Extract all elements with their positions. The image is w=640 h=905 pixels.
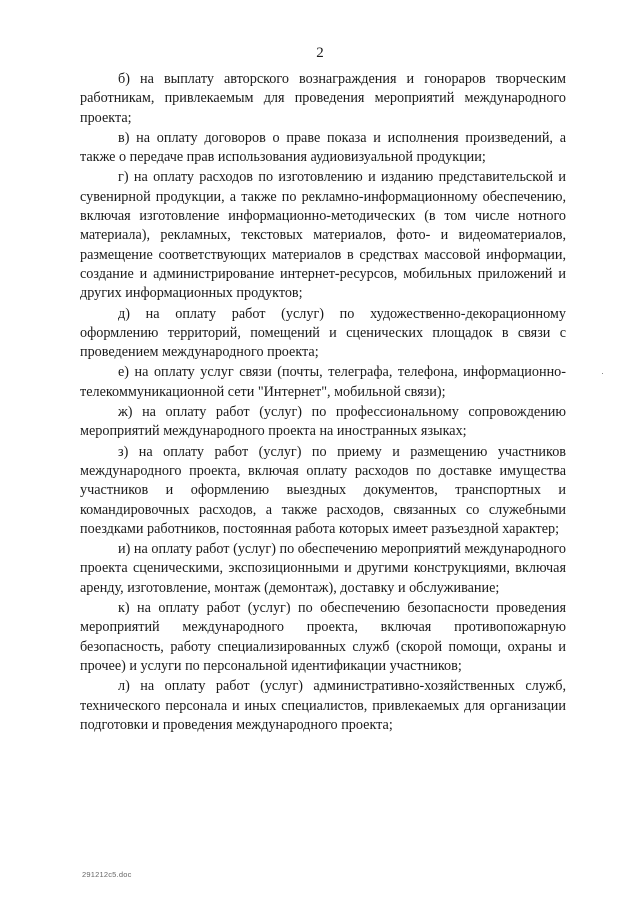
paragraph-z: з) на оплату работ (услуг) по приему и размещению участников международного проекта, включая оплату расходов по доставке имущества участников и оформлению выездных документов, транспортных и командировочных расходов, а также расходов, связанных со служебными поездками работников, постоянная работа которых имеет разъездной характер; — [80, 443, 566, 537]
scan-speck — [602, 373, 603, 374]
paragraph-v: в) на оплату договоров о праве показа и исполнения произведений, а также о передаче прав использования аудиовизуальной продукции; — [80, 129, 566, 166]
paragraph-i: и) на оплату работ (услуг) по обеспечению мероприятий международного проекта сценическими, экспозиционными и другими конструкциями, включая аренду, изготовление, монтаж (демонтаж), доставку и обслуживание; — [80, 541, 566, 596]
paragraph-g: г) на оплату расходов по изготовлению и изданию представительской и сувенирной продукции, а также по рекламно-информационному обеспечению, включая изготовление информационно-методических (в том числе нотного материала), рекламных, текстовых материалов, фото- и видеоматериалов, размещение соответствующих материалов в средствах массовой информации, создание и администрирование интернет-ресурсов, мобильных приложений и других информационных продуктов; — [80, 169, 566, 302]
paragraph-zh: ж) на оплату работ (услуг) по профессиональному сопровождению мероприятий международного проекта на иностранных языках; — [80, 404, 566, 440]
document-body — [80, 70, 566, 735]
paragraph-d: д) на оплату работ (услуг) по художественно-декорационному оформлению территорий, помещений и сценических площадок в связи с проведением международного проекта; — [80, 305, 566, 361]
paragraph-k: к) на оплату работ (услуг) по обеспечению безопасности проведения мероприятий международного проекта, включая противопожарную безопасность, работу специализированных служб (скорой помощи, охраны и прочее) и услуги по персональной идентификации участников; — [80, 600, 566, 674]
paragraph-e: е) на оплату услуг связи (почты, телеграфа, телефона, информационно-телекоммуникационной сети "Интернет", мобильной связи); — [80, 364, 566, 400]
paragraph-b: б) на выплату авторского вознаграждения и гонораров творческим работникам, привлекаемым для проведения мероприятий международного проекта; — [80, 71, 566, 126]
page-number: 2 — [316, 45, 324, 61]
paragraph-l: л) на оплату работ (услуг) административно-хозяйственных служб, технического персонала и иных специалистов, привлекаемых для организации подготовки и проведения международного проекта; — [80, 678, 566, 733]
file-name-footer: 291212c5.doc — [82, 870, 132, 879]
